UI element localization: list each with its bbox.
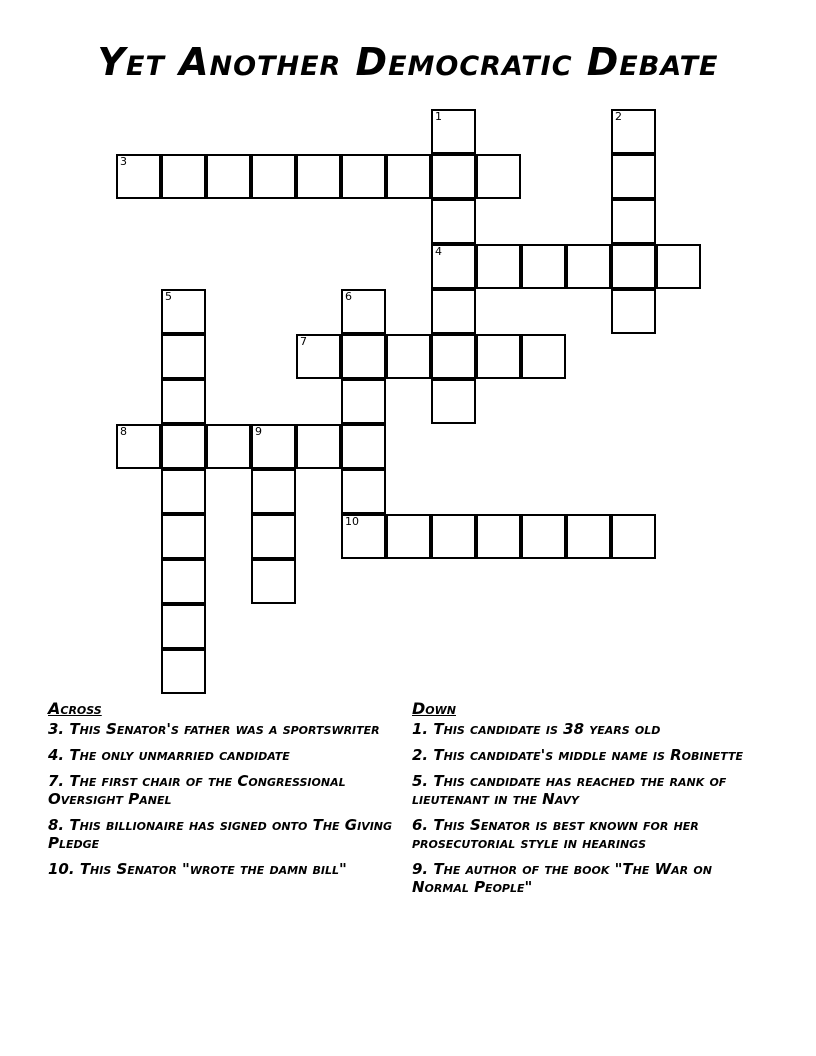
grid-cell[interactable] [296,424,341,469]
grid-cell[interactable] [431,244,476,289]
cell-number: 10 [345,515,359,528]
grid-cell[interactable] [161,649,206,694]
grid-cell[interactable] [251,469,296,514]
down-clue-1 [412,720,762,738]
grid-cell[interactable] [611,154,656,199]
grid-cell[interactable] [476,244,521,289]
cell-number: 1 [435,110,442,123]
grid-cell[interactable] [476,334,521,379]
clue-text: This candidate has reached the rank of lieutenant in the Navy [412,772,727,808]
grid-cell[interactable] [476,514,521,559]
grid-cell[interactable] [431,334,476,379]
across-clues [48,700,398,886]
grid-cell[interactable] [341,379,386,424]
grid-cell[interactable] [611,514,656,559]
grid-cell[interactable] [566,244,611,289]
across-clue-3 [48,720,398,738]
across-clue-10 [48,860,398,878]
across-clue-7 [48,772,398,808]
grid-cell[interactable] [431,514,476,559]
across-clue-8 [48,816,398,852]
down-heading: Down [412,699,456,718]
down-clue-9 [412,860,762,896]
puzzle-title: Yet Another Democratic Debate [97,40,719,84]
grid-cell[interactable] [206,154,251,199]
clue-text: The author of the book "The War on Normal People" [412,860,712,896]
grid-cell[interactable] [161,379,206,424]
grid-cell[interactable] [161,424,206,469]
grid-cell[interactable] [341,424,386,469]
clue-text: This Senator "wrote the damn bill" [79,860,347,878]
clue-number: 9. [412,860,429,878]
grid-cell[interactable] [611,244,656,289]
grid-cell[interactable] [251,559,296,604]
across-heading: Across [48,699,102,718]
grid-cell[interactable] [116,424,161,469]
grid-cell[interactable] [521,334,566,379]
grid-cell[interactable] [431,154,476,199]
clue-number: 7. [48,772,65,790]
grid-cell[interactable] [116,154,161,199]
grid-cell[interactable] [296,154,341,199]
cell-number: 2 [615,110,622,123]
clue-number: 8. [48,816,65,834]
cell-number: 3 [120,155,127,168]
cell-number: 8 [120,425,127,438]
grid-cell[interactable] [656,244,701,289]
grid-cell[interactable] [161,469,206,514]
grid-cell[interactable] [521,244,566,289]
grid-cell[interactable] [161,334,206,379]
grid-cell[interactable] [386,514,431,559]
cell-number: 6 [345,290,352,303]
grid-cell[interactable] [341,154,386,199]
grid-cell[interactable] [476,154,521,199]
grid-cell[interactable] [611,199,656,244]
grid-cell[interactable] [521,514,566,559]
clue-text: This candidate is 38 years old [433,720,661,738]
down-clue-2 [412,746,762,764]
grid-cell[interactable] [296,334,341,379]
grid-cell[interactable] [341,469,386,514]
clue-text: The only unmarried candidate [69,746,290,764]
grid-cell[interactable] [341,334,386,379]
grid-cell[interactable] [161,289,206,334]
clue-number: 2. [412,746,429,764]
clue-text: This candidate's middle name is Robinette [433,746,743,764]
grid-cell[interactable] [611,289,656,334]
cell-number: 9 [255,425,262,438]
grid-cell[interactable] [341,289,386,334]
down-clue-6 [412,816,762,852]
grid-cell[interactable] [251,424,296,469]
clue-number: 4. [48,746,65,764]
grid-cell[interactable] [431,289,476,334]
grid-cell[interactable] [251,514,296,559]
clue-number: 6. [412,816,429,834]
clue-number: 1. [412,720,429,738]
cell-number: 4 [435,245,442,258]
grid-cell[interactable] [341,514,386,559]
across-clue-4 [48,746,398,764]
grid-cell[interactable] [161,154,206,199]
grid-cell[interactable] [431,379,476,424]
cell-number: 5 [165,290,172,303]
down-clue-5 [412,772,762,808]
clue-number: 3. [48,720,65,738]
grid-cell[interactable] [431,109,476,154]
grid-cell[interactable] [161,559,206,604]
clue-number: 5. [412,772,429,790]
grid-cell[interactable] [386,154,431,199]
clue-text: This Senator is best known for her prosecutorial style in hearings [412,816,699,852]
clue-text: This Senator's father was a sportswriter [69,720,380,738]
clue-number: 10. [48,860,75,878]
grid-cell[interactable] [386,334,431,379]
clue-text: This billionaire has signed onto The Giving Pledge [48,816,393,852]
grid-cell[interactable] [431,199,476,244]
grid-cell[interactable] [566,514,611,559]
grid-cell[interactable] [611,109,656,154]
down-clues [412,700,762,904]
clue-text: The first chair of the Congressional Oversight Panel [48,772,346,808]
grid-cell[interactable] [161,604,206,649]
grid-cell[interactable] [206,424,251,469]
grid-cell[interactable] [161,514,206,559]
grid-cell[interactable] [251,154,296,199]
cell-number: 7 [300,335,307,348]
